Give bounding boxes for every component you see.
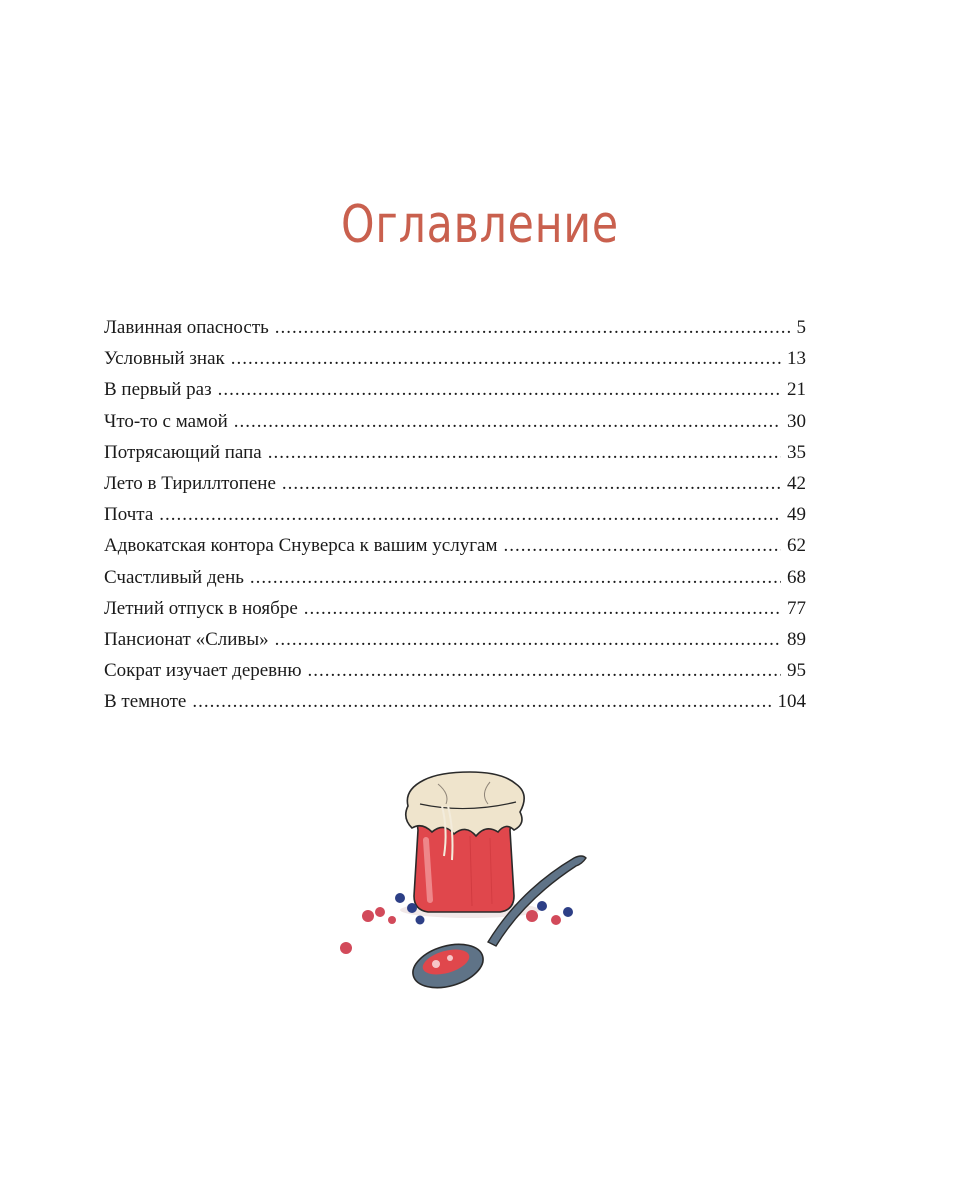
raspberry-icon xyxy=(388,916,396,924)
toc-entry xyxy=(104,468,806,499)
toc-entry-title: Лавинная опасность xyxy=(104,317,269,338)
raspberry-icon xyxy=(526,910,538,922)
leader-dots xyxy=(250,562,781,593)
toc-entry-page: 62 xyxy=(787,535,806,557)
blueberry-icon xyxy=(537,901,547,911)
raspberry-icon xyxy=(340,942,352,954)
blueberry-icon xyxy=(563,907,573,917)
toc-entry-page: 42 xyxy=(787,472,806,494)
toc-entry-title: В первый раз xyxy=(104,379,212,401)
raspberry-icon xyxy=(551,915,561,925)
toc-entry xyxy=(104,530,806,561)
leader-dots xyxy=(159,499,781,530)
toc-entry-page: 104 xyxy=(777,691,806,713)
leader-dots xyxy=(282,468,781,499)
toc-entry-title: Что-то с мамой xyxy=(104,410,228,432)
toc-entry-title: Лето в Тириллтопене xyxy=(104,472,276,494)
leader-dots xyxy=(192,686,771,717)
toc-entry xyxy=(104,343,806,374)
blueberry-icon xyxy=(407,903,417,913)
toc-entry-page: 68 xyxy=(787,566,806,588)
toc-entry xyxy=(104,499,806,530)
toc-entry-page: 21 xyxy=(787,379,806,401)
toc-entry-title: Почта xyxy=(104,504,154,526)
leader-dots xyxy=(234,406,781,437)
toc-entry xyxy=(104,312,806,343)
toc-entry xyxy=(104,655,806,686)
blueberry-icon xyxy=(416,916,425,925)
toc-entry xyxy=(104,686,806,717)
toc-entry-page: 13 xyxy=(787,348,806,370)
toc-entry-title: Потрясающий папа xyxy=(104,441,262,463)
table-of-contents xyxy=(104,312,806,717)
raspberry-icon xyxy=(375,907,385,917)
toc-entry xyxy=(104,406,806,437)
leader-dots xyxy=(275,312,791,343)
raspberry-icon xyxy=(362,910,374,922)
leader-dots xyxy=(231,343,781,374)
toc-entry xyxy=(104,437,806,468)
toc-entry-page: 95 xyxy=(787,660,806,682)
toc-entry-page: 49 xyxy=(787,504,806,526)
page-title: Оглавление xyxy=(340,194,619,255)
toc-entry-title: Условный знак xyxy=(104,348,225,370)
blueberry-icon xyxy=(395,893,405,903)
jam-jar-illustration xyxy=(320,760,610,1000)
toc-entry-page: 30 xyxy=(787,410,806,432)
leader-dots xyxy=(308,655,781,686)
toc-entry xyxy=(104,624,806,655)
toc-entry-title: В темноте xyxy=(104,691,187,713)
leader-dots xyxy=(304,593,781,624)
toc-entry-page: 77 xyxy=(787,597,806,619)
toc-entry-title: Счастливый день xyxy=(104,566,244,588)
leader-dots xyxy=(218,374,781,405)
toc-entry-title: Летний отпуск в ноябре xyxy=(104,597,298,619)
leader-dots xyxy=(503,530,781,561)
toc-entry-page: 5 xyxy=(796,317,806,338)
leader-dots xyxy=(268,437,781,468)
toc-entry-title: Сократ изучает деревню xyxy=(104,660,302,682)
toc-entry xyxy=(104,374,806,405)
leader-dots xyxy=(275,624,781,655)
toc-entry xyxy=(104,593,806,624)
toc-entry-title: Адвокатская контора Снуверса к вашим услугам xyxy=(104,535,498,557)
toc-entry xyxy=(104,562,806,593)
toc-entry-title: Пансионат «Сливы» xyxy=(104,628,269,650)
toc-entry-page: 35 xyxy=(787,441,806,463)
toc-entry-page: 89 xyxy=(787,628,806,650)
